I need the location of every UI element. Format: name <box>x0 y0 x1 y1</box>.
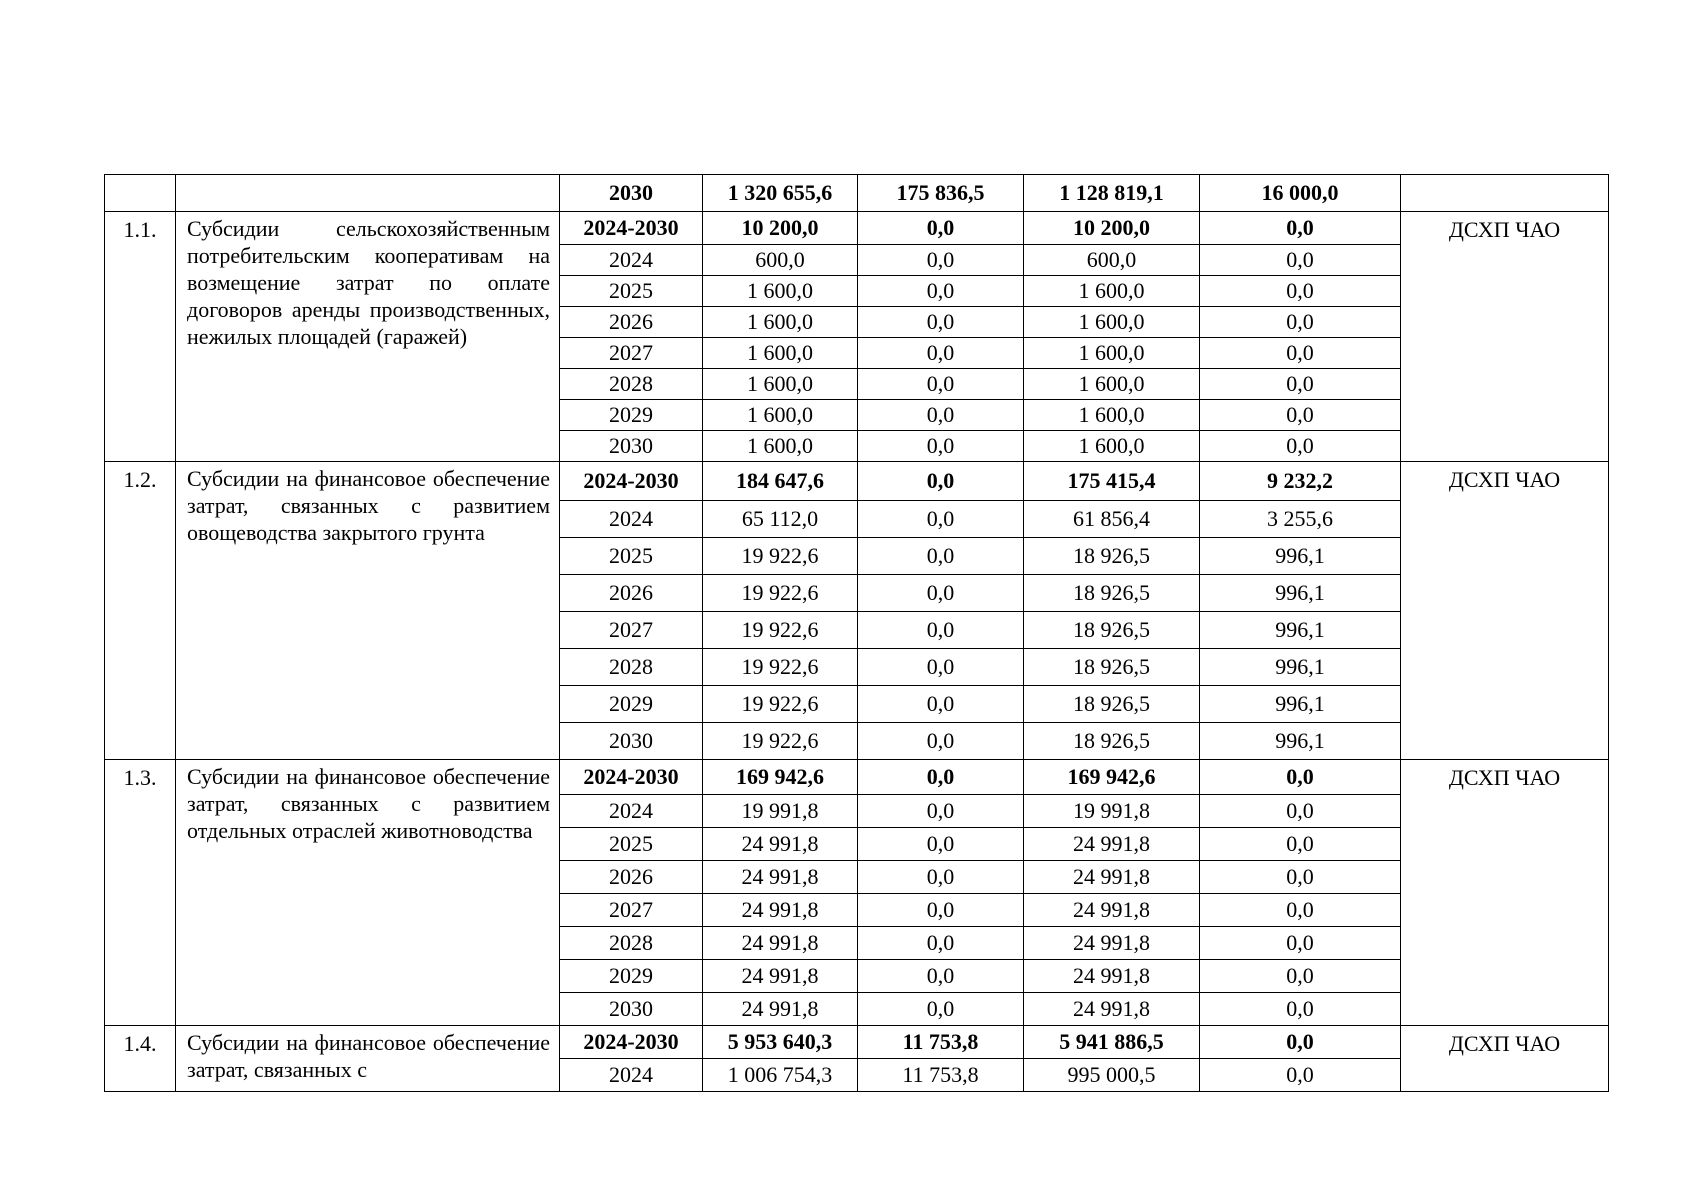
year-cell: 2024 <box>560 245 703 276</box>
other-cell: 0,0 <box>1200 431 1401 462</box>
year-cell: 2030 <box>560 993 703 1026</box>
total-cell: 5 953 640,3 <box>703 1026 858 1059</box>
total-cell: 19 922,6 <box>703 575 858 612</box>
regional-cell: 61 856,4 <box>1024 501 1200 538</box>
table-row <box>105 175 1609 212</box>
year-cell: 2030 <box>560 723 703 760</box>
federal-cell: 0,0 <box>858 400 1024 431</box>
year-cell: 2030 <box>560 175 703 212</box>
other-cell: 0,0 <box>1200 927 1401 960</box>
regional-cell: 24 991,8 <box>1024 993 1200 1026</box>
other-cell: 0,0 <box>1200 960 1401 993</box>
document-page <box>104 174 1608 1092</box>
regional-cell: 24 991,8 <box>1024 960 1200 993</box>
other-cell: 0,0 <box>1200 245 1401 276</box>
regional-cell: 5 941 886,5 <box>1024 1026 1200 1059</box>
federal-cell: 0,0 <box>858 538 1024 575</box>
year-cell: 2025 <box>560 538 703 575</box>
year-cell: 2025 <box>560 276 703 307</box>
federal-cell: 0,0 <box>858 307 1024 338</box>
total-cell: 24 991,8 <box>703 993 858 1026</box>
total-cell: 10 200,0 <box>703 212 858 245</box>
federal-cell: 0,0 <box>858 462 1024 501</box>
empty-number-cell <box>105 175 176 212</box>
other-cell: 0,0 <box>1200 212 1401 245</box>
federal-cell: 0,0 <box>858 245 1024 276</box>
total-cell: 19 991,8 <box>703 795 858 828</box>
year-cell: 2029 <box>560 960 703 993</box>
other-cell: 996,1 <box>1200 575 1401 612</box>
executor-cell: ДСХП ЧАО <box>1401 462 1609 760</box>
total-cell: 24 991,8 <box>703 828 858 861</box>
table-row-item-header <box>105 760 1609 795</box>
regional-cell: 18 926,5 <box>1024 649 1200 686</box>
regional-cell: 18 926,5 <box>1024 538 1200 575</box>
regional-cell: 1 128 819,1 <box>1024 175 1200 212</box>
other-cell: 0,0 <box>1200 338 1401 369</box>
other-cell: 0,0 <box>1200 795 1401 828</box>
other-cell: 0,0 <box>1200 828 1401 861</box>
regional-cell: 1 600,0 <box>1024 400 1200 431</box>
year-cell: 2026 <box>560 861 703 894</box>
year-cell: 2028 <box>560 649 703 686</box>
year-cell: 2027 <box>560 612 703 649</box>
total-cell: 1 006 754,3 <box>703 1059 858 1092</box>
total-cell: 19 922,6 <box>703 538 858 575</box>
federal-cell: 0,0 <box>858 338 1024 369</box>
empty-executor-cell <box>1401 175 1609 212</box>
federal-cell: 0,0 <box>858 575 1024 612</box>
federal-cell: 0,0 <box>858 431 1024 462</box>
total-cell: 24 991,8 <box>703 927 858 960</box>
total-cell: 19 922,6 <box>703 686 858 723</box>
total-cell: 1 600,0 <box>703 400 858 431</box>
year-cell: 2027 <box>560 894 703 927</box>
regional-cell: 1 600,0 <box>1024 338 1200 369</box>
regional-cell: 175 415,4 <box>1024 462 1200 501</box>
regional-cell: 1 600,0 <box>1024 369 1200 400</box>
other-cell: 996,1 <box>1200 723 1401 760</box>
total-cell: 24 991,8 <box>703 960 858 993</box>
other-cell: 996,1 <box>1200 686 1401 723</box>
item-name: Субсидии на финансовое обеспечение затрат, связанных с развитием отдельных отраслей животноводства <box>176 760 560 1026</box>
federal-cell: 0,0 <box>858 212 1024 245</box>
federal-cell: 0,0 <box>858 686 1024 723</box>
other-cell: 0,0 <box>1200 993 1401 1026</box>
executor-cell: ДСХП ЧАО <box>1401 212 1609 462</box>
year-cell: 2028 <box>560 927 703 960</box>
year-cell: 2024-2030 <box>560 462 703 501</box>
year-cell: 2030 <box>560 431 703 462</box>
total-cell: 1 600,0 <box>703 276 858 307</box>
item-name: Субсидии на финансовое обеспечение затрат, связанных с развитием овощеводства закрытого грунта <box>176 462 560 760</box>
federal-cell: 0,0 <box>858 276 1024 307</box>
total-cell: 19 922,6 <box>703 612 858 649</box>
total-cell: 19 922,6 <box>703 649 858 686</box>
item-number: 1.1. <box>105 212 176 462</box>
item-name: Субсидии сельскохозяйственным потребительским кооперативам на возмещение затрат по оплате договоров аренды производственных, нежилых площадей (гаражей) <box>176 212 560 462</box>
federal-cell: 0,0 <box>858 723 1024 760</box>
year-cell: 2024-2030 <box>560 212 703 245</box>
year-cell: 2024 <box>560 501 703 538</box>
financing-table <box>104 174 1609 1092</box>
federal-cell: 0,0 <box>858 993 1024 1026</box>
other-cell: 16 000,0 <box>1200 175 1401 212</box>
regional-cell: 24 991,8 <box>1024 828 1200 861</box>
regional-cell: 18 926,5 <box>1024 575 1200 612</box>
federal-cell: 0,0 <box>858 960 1024 993</box>
table-row-item-header <box>105 462 1609 501</box>
regional-cell: 24 991,8 <box>1024 927 1200 960</box>
regional-cell: 169 942,6 <box>1024 760 1200 795</box>
regional-cell: 18 926,5 <box>1024 612 1200 649</box>
regional-cell: 600,0 <box>1024 245 1200 276</box>
total-cell: 1 600,0 <box>703 431 858 462</box>
other-cell: 0,0 <box>1200 276 1401 307</box>
federal-cell: 0,0 <box>858 649 1024 686</box>
total-cell: 1 600,0 <box>703 307 858 338</box>
regional-cell: 995 000,5 <box>1024 1059 1200 1092</box>
federal-cell: 175 836,5 <box>858 175 1024 212</box>
table-row-item-header <box>105 212 1609 245</box>
table-body <box>105 175 1609 1092</box>
other-cell: 0,0 <box>1200 307 1401 338</box>
empty-name-cell <box>176 175 560 212</box>
other-cell: 0,0 <box>1200 760 1401 795</box>
other-cell: 0,0 <box>1200 369 1401 400</box>
year-cell: 2028 <box>560 369 703 400</box>
year-cell: 2024 <box>560 1059 703 1092</box>
year-cell: 2026 <box>560 307 703 338</box>
executor-cell: ДСХП ЧАО <box>1401 1026 1609 1092</box>
federal-cell: 11 753,8 <box>858 1059 1024 1092</box>
regional-cell: 19 991,8 <box>1024 795 1200 828</box>
regional-cell: 18 926,5 <box>1024 723 1200 760</box>
total-cell: 184 647,6 <box>703 462 858 501</box>
total-cell: 65 112,0 <box>703 501 858 538</box>
total-cell: 1 600,0 <box>703 369 858 400</box>
regional-cell: 24 991,8 <box>1024 894 1200 927</box>
other-cell: 0,0 <box>1200 1026 1401 1059</box>
item-number: 1.4. <box>105 1026 176 1092</box>
total-cell: 600,0 <box>703 245 858 276</box>
other-cell: 0,0 <box>1200 894 1401 927</box>
year-cell: 2024-2030 <box>560 1026 703 1059</box>
year-cell: 2025 <box>560 828 703 861</box>
other-cell: 3 255,6 <box>1200 501 1401 538</box>
item-name: Субсидии на финансовое обеспечение затрат, связанных с <box>176 1026 560 1092</box>
federal-cell: 0,0 <box>858 795 1024 828</box>
total-cell: 1 600,0 <box>703 338 858 369</box>
other-cell: 0,0 <box>1200 400 1401 431</box>
year-cell: 2029 <box>560 686 703 723</box>
other-cell: 996,1 <box>1200 649 1401 686</box>
federal-cell: 0,0 <box>858 369 1024 400</box>
other-cell: 996,1 <box>1200 612 1401 649</box>
other-cell: 0,0 <box>1200 1059 1401 1092</box>
regional-cell: 24 991,8 <box>1024 861 1200 894</box>
regional-cell: 1 600,0 <box>1024 431 1200 462</box>
total-cell: 169 942,6 <box>703 760 858 795</box>
year-cell: 2027 <box>560 338 703 369</box>
regional-cell: 1 600,0 <box>1024 307 1200 338</box>
year-cell: 2029 <box>560 400 703 431</box>
federal-cell: 0,0 <box>858 501 1024 538</box>
federal-cell: 0,0 <box>858 760 1024 795</box>
regional-cell: 10 200,0 <box>1024 212 1200 245</box>
item-number: 1.3. <box>105 760 176 1026</box>
federal-cell: 0,0 <box>858 861 1024 894</box>
federal-cell: 0,0 <box>858 927 1024 960</box>
item-number: 1.2. <box>105 462 176 760</box>
regional-cell: 18 926,5 <box>1024 686 1200 723</box>
other-cell: 9 232,2 <box>1200 462 1401 501</box>
year-cell: 2026 <box>560 575 703 612</box>
other-cell: 996,1 <box>1200 538 1401 575</box>
year-cell: 2024-2030 <box>560 760 703 795</box>
federal-cell: 0,0 <box>858 894 1024 927</box>
federal-cell: 0,0 <box>858 612 1024 649</box>
federal-cell: 0,0 <box>858 828 1024 861</box>
total-cell: 1 320 655,6 <box>703 175 858 212</box>
table-row-item-header <box>105 1026 1609 1059</box>
year-cell: 2024 <box>560 795 703 828</box>
other-cell: 0,0 <box>1200 861 1401 894</box>
executor-cell: ДСХП ЧАО <box>1401 760 1609 1026</box>
total-cell: 24 991,8 <box>703 861 858 894</box>
federal-cell: 11 753,8 <box>858 1026 1024 1059</box>
regional-cell: 1 600,0 <box>1024 276 1200 307</box>
total-cell: 24 991,8 <box>703 894 858 927</box>
total-cell: 19 922,6 <box>703 723 858 760</box>
